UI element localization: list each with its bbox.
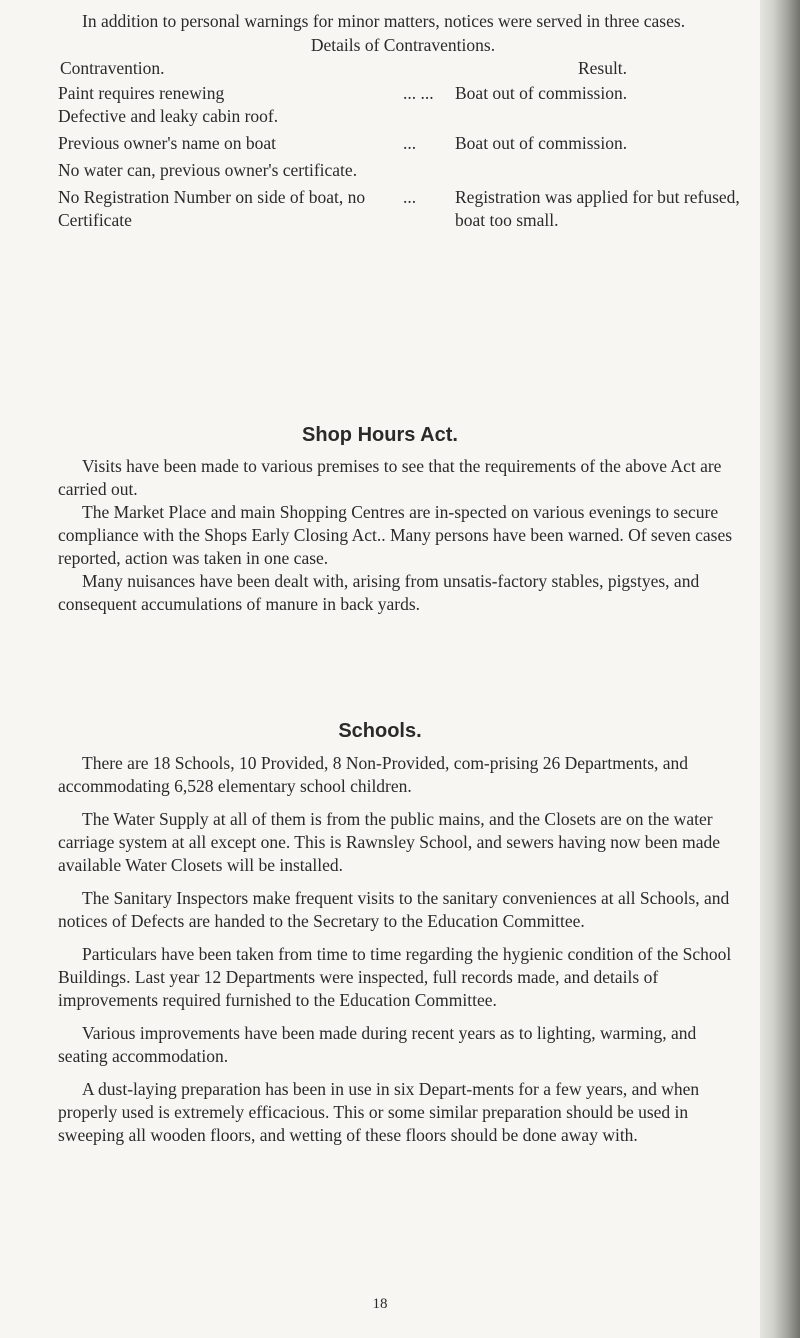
contravention-row [58,159,748,182]
contravention-cell: No water can, previous owner's certificate. [58,160,358,180]
contravention-row [58,186,748,232]
page-number: 18 [372,1296,388,1312]
intro-block [58,10,748,232]
result-cell: Boat out of commission. [455,133,628,153]
shop-paragraph: Visits have been made to various premises to see that the requirements of the above Act are carried out. [58,456,722,499]
schools-paragraph: Various improvements have been made during recent years as to lighting, warming, and seating accommodation. [58,1023,697,1066]
result-cell: Registration was applied for but refused, boat too small. [455,187,740,230]
result-cell [455,105,748,128]
result-column-header: Result. [577,58,628,78]
shop-paragraph: Many nuisances have been dealt with, arising from unsatis-factory stables, pigstyes, and consequent accumulations of manure in back yards. [58,571,700,614]
leader-dots: ... [403,187,417,207]
contravention-cell: No Registration Number on side of boat, no Certificate [58,187,366,230]
shop-hours-heading: Shop Hours Act. [302,424,458,446]
schools-paragraph: A dust-laying preparation has been in use in six Depart-ments for a few years, and when properly used is extremely efficacious. This or some similar preparation should be used in sweeping all wooden floors, and wetting of these floors should be done away with. [58,1079,700,1145]
contravention-row [58,132,748,155]
schools-paragraph: The Water Supply at all of them is from the public mains, and the Closets are on the water carriage system at all except one. This is Rawnsley School, and sewers having now been made available Water Closets will be installed. [58,809,721,875]
schools-section [58,752,748,1147]
result-cell: Boat out of commission. [455,83,628,103]
contraventions-header-row [58,57,748,80]
page-edge-shadow [760,0,800,1338]
contravention-cell: Defective and leaky cabin roof. [58,106,279,126]
contravention-row [58,105,748,128]
shop-paragraph: The Market Place and main Shopping Centres are in-spected on various evenings to secure compliance with the Shops Early Closing Act.. Many persons have been warned. Of seven cases reported, action was taken in one case. [58,502,733,568]
result-cell [410,159,748,182]
contraventions-title: Details of Contraventions. [310,35,496,55]
contravention-row [58,82,748,105]
schools-paragraph: The Sanitary Inspectors make frequent visits to the sanitary conveniences at all Schools, and notices of Defects are handed to the Secretary to the Education Committee. [58,888,730,931]
contravention-cell: Previous owner's name on boat [58,133,276,153]
leader-dots: ... [403,133,417,153]
contravention-cell: Paint requires renewing [58,83,225,103]
leader-dots [358,159,410,182]
contravention-column-header: Contravention. [60,58,165,78]
schools-paragraph: There are 18 Schools, 10 Provided, 8 Non-Provided, com-prising 26 Departments, and accommodating 6,528 elementary school children. [58,753,689,796]
leader-dots: ... ... [403,83,434,103]
shop-hours-section [58,455,748,616]
leader-dots [403,105,455,128]
schools-heading: Schools. [338,720,422,742]
schools-paragraph: Particulars have been taken from time to time regarding the hygienic condition of the School Buildings. Last year 12 Departments were inspected, full records made, and details of improvements required furnished to the Education Committee. [58,944,732,1010]
intro-paragraph: In addition to personal warnings for minor matters, notices were served in three cases. [82,11,686,31]
